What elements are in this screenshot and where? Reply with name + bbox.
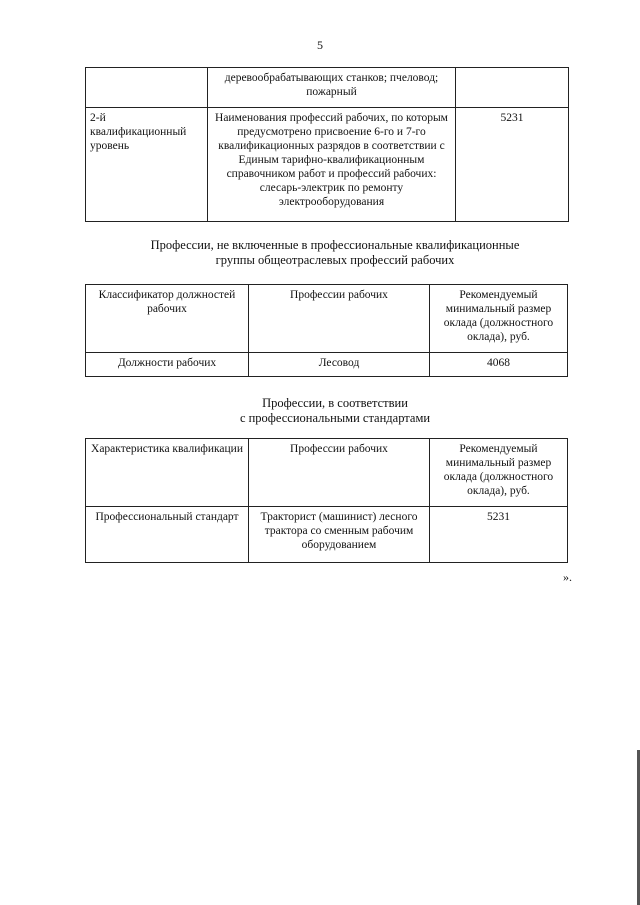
level-cell (86, 68, 208, 108)
table-cell: Лесовод (249, 353, 430, 377)
column-header: Рекомендуемый минимальный размер оклада (должностного оклада), руб. (430, 439, 568, 507)
page-number: 5 (317, 38, 323, 52)
professions-cell: Наименования профессий рабочих, по которым предусмотрено присвоение 6-го и 7-го квалификационных разрядов в соответствии с Единым тарифно-квалификационным справочником работ и профессий рабочих: слесарь-электрик по ремонту электрооборудования (208, 108, 456, 222)
table-row (86, 507, 568, 563)
column-header: Профессии рабочих (249, 285, 430, 353)
professions-cell: деревообрабатывающих станков; пчеловод; пожарный (208, 68, 456, 108)
section-heading (0, 396, 640, 426)
section-heading-line: Профессии, в соответствии (262, 396, 408, 410)
table-cell: Должности рабочих (86, 353, 249, 377)
table-cell: Тракторист (машинист) лесного трактора со сменным рабочим оборудованием (249, 507, 430, 563)
section-heading-line: с профессиональными стандартами (239, 411, 431, 425)
table-row (86, 108, 569, 222)
section-heading-line: Профессии, не включенные в профессиональные квалификационные (150, 238, 520, 252)
table-cell: 5231 (430, 507, 568, 563)
non-group-professions-table (85, 284, 568, 377)
column-header: Рекомендуемый минимальный размер оклада (должностного оклада), руб. (430, 285, 568, 353)
column-header: Профессии рабочих (249, 439, 430, 507)
table-header-row (86, 285, 568, 353)
column-header: Классификатор должностей рабочих (86, 285, 249, 353)
professional-standards-table (85, 438, 568, 563)
table-header-row (86, 439, 568, 507)
qualification-table (85, 67, 569, 222)
closing-quote-mark: ». (563, 570, 572, 584)
column-header: Характеристика квалификации (86, 439, 249, 507)
table-row (86, 68, 569, 108)
section-heading-line: группы общеотраслевых профессий рабочих (215, 253, 455, 267)
table-cell: Профессиональный стандарт (86, 507, 249, 563)
table-row (86, 353, 568, 377)
salary-cell: 5231 (456, 108, 569, 222)
salary-cell (456, 68, 569, 108)
level-cell: 2-й квалификационный уровень (86, 108, 208, 222)
table-cell: 4068 (430, 353, 568, 377)
section-heading (0, 238, 640, 268)
